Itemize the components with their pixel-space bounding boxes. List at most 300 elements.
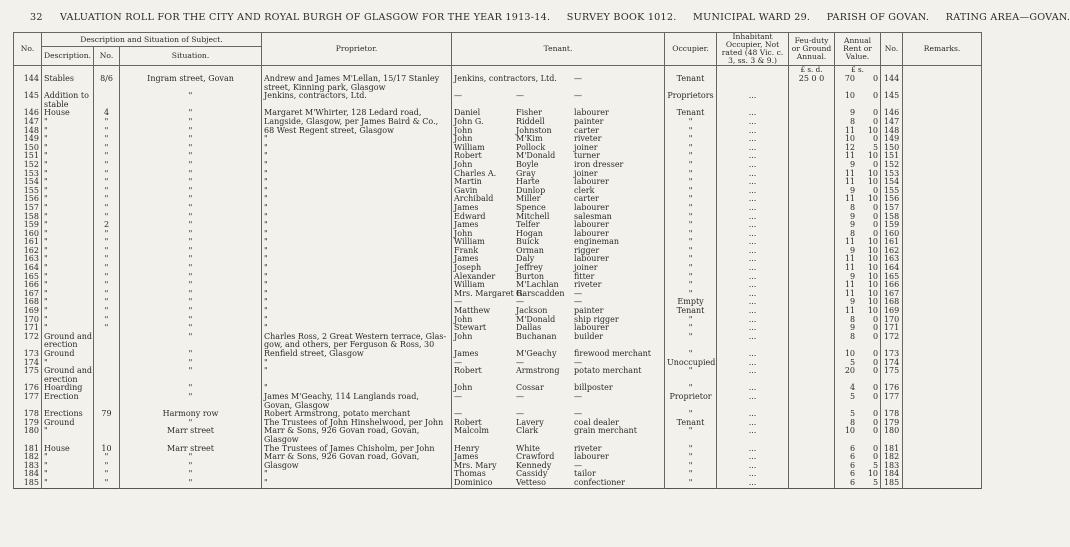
entry-no-right: 177 <box>881 393 903 402</box>
entry-inhabitant: ... <box>717 324 789 333</box>
entry-no-right: 153 <box>881 170 903 179</box>
entry-inhabitant: ... <box>717 135 789 144</box>
entry-remarks <box>903 333 982 342</box>
tenant-occupation: painter <box>574 306 604 316</box>
entry-street-no: " <box>94 453 120 462</box>
entry-street-no: " <box>94 152 120 161</box>
table-row <box>14 195 982 204</box>
rent-parts <box>837 135 878 144</box>
table-row <box>14 247 982 256</box>
rent-shillings: 0 <box>872 74 879 83</box>
entry-proprietor: Marr & Sons, 926 Govan road, Govan, <box>262 453 452 462</box>
col-occupier: Occupier. <box>665 33 717 66</box>
entry-remarks <box>903 178 982 187</box>
entry-feu-duty <box>789 359 835 368</box>
tenant-occupation: — <box>574 391 583 401</box>
tenant-surname: Garscadden <box>516 288 565 298</box>
table-row <box>14 204 982 213</box>
entry-situation: " <box>120 170 262 179</box>
entry-feu-duty <box>789 462 835 471</box>
tenant-parts <box>454 410 662 419</box>
entry-street-no: " <box>94 238 120 247</box>
tenant-parts <box>454 324 662 333</box>
entry-inhabitant: ... <box>717 264 789 273</box>
entry-no-right: 160 <box>881 230 903 239</box>
tenant-first-name: Archibald <box>454 194 494 204</box>
entry-feu-duty <box>789 178 835 187</box>
entry-no-right: 162 <box>881 247 903 256</box>
entry-no: 183 <box>14 462 42 471</box>
entry-remarks <box>903 161 982 170</box>
tenant-occupation: — <box>574 460 583 470</box>
entry-description: " <box>42 298 94 307</box>
rent-shillings: 10 <box>867 263 879 273</box>
entry-tenant <box>452 427 665 436</box>
rent-shillings: 10 <box>867 271 879 281</box>
tenant-surname <box>516 75 574 84</box>
table-row <box>14 118 982 127</box>
tenant-surname: Mitchell <box>516 211 550 221</box>
tenant-surname: Harte <box>516 177 540 187</box>
entry-feu-duty <box>789 427 835 436</box>
entry-no-right: 150 <box>881 144 903 153</box>
entry-no: 161 <box>14 238 42 247</box>
tenant-parts <box>454 75 662 84</box>
entry-remarks <box>903 462 982 471</box>
entry-tenant <box>452 247 665 256</box>
entry-tenant <box>452 324 665 333</box>
entry-tenant <box>452 195 665 204</box>
tenant-first-name: Martin <box>454 177 482 187</box>
entry-street-no <box>94 376 120 385</box>
tenant-parts <box>454 144 662 153</box>
tenant-parts <box>454 118 662 127</box>
entry-no-right: 180 <box>881 427 903 436</box>
entry-remarks <box>903 316 982 325</box>
entry-remarks <box>903 350 982 359</box>
entry-description: erection <box>42 341 94 350</box>
table-row <box>14 298 982 307</box>
tenant-surname: — <box>516 297 525 307</box>
entry-situation: " <box>120 135 262 144</box>
rent-shillings: 0 <box>872 314 879 324</box>
tenant-surname: Fisher <box>516 108 542 118</box>
rent-parts <box>837 445 878 454</box>
entry-inhabitant: ... <box>717 255 789 264</box>
table-row <box>14 410 982 419</box>
entry-description: " <box>42 230 94 239</box>
entry-description: House <box>42 109 94 118</box>
entry-street-no: 10 <box>94 445 120 454</box>
tenant-surname: Pollock <box>516 142 546 152</box>
entry-no-right: 168 <box>881 298 903 307</box>
tenant-surname: Buick <box>516 237 539 247</box>
entry-occupier: " <box>665 127 717 136</box>
rent-pounds: 11 <box>844 254 856 264</box>
rent-pounds: 11 <box>844 194 856 204</box>
col-tenant: Tenant. <box>452 33 665 66</box>
entry-description: " <box>42 170 94 179</box>
rent-parts <box>837 204 878 213</box>
entry-description: Erection <box>42 393 94 402</box>
table-row <box>14 324 982 333</box>
valuation-table <box>13 32 982 489</box>
rent-pounds: 10 <box>844 426 856 436</box>
entry-proprietor: " <box>262 255 452 264</box>
entry-no: 151 <box>14 152 42 161</box>
table-row <box>14 341 982 350</box>
tenant-surname: Clark <box>516 426 539 436</box>
entry-occupier: " <box>665 384 717 393</box>
rent-pounds: 9 <box>849 220 856 230</box>
entry-no: 178 <box>14 410 42 419</box>
entry-situation: " <box>120 238 262 247</box>
entry-description: " <box>42 462 94 471</box>
entry-no-right: 176 <box>881 384 903 393</box>
entry-no-right: 163 <box>881 255 903 264</box>
entry-occupier: Tenant <box>665 307 717 316</box>
entry-tenant <box>452 290 665 299</box>
entry-feu-duty <box>789 195 835 204</box>
entry-inhabitant: ... <box>717 161 789 170</box>
entry-description: House <box>42 445 94 454</box>
entry-occupier: " <box>665 427 717 436</box>
entry-occupier: Tenant <box>665 109 717 118</box>
rent-shillings: 0 <box>872 116 879 126</box>
entry-description: " <box>42 144 94 153</box>
entry-description: " <box>42 161 94 170</box>
entry-no: 166 <box>14 281 42 290</box>
rent-pounds: 6 <box>849 469 856 479</box>
entry-feu-duty <box>789 281 835 290</box>
entry-situation: " <box>120 204 262 213</box>
entry-proprietor: " <box>262 479 452 488</box>
entry-description: " <box>42 316 94 325</box>
entry-no: 144 <box>14 75 42 84</box>
entry-proprietor: " <box>262 470 452 479</box>
entry-proprietor: street, Kinning park, Glasgow <box>262 84 452 93</box>
tenant-occupation: — <box>574 288 583 298</box>
tenant-first-name: James <box>454 254 479 264</box>
table-row <box>14 333 982 342</box>
entry-situation: " <box>120 384 262 393</box>
tenant-occupation: — <box>574 409 583 419</box>
entry-no: 149 <box>14 135 42 144</box>
tenant-parts <box>454 170 662 179</box>
entry-no-right: 181 <box>881 445 903 454</box>
entry-tenant <box>452 92 665 101</box>
tenant-surname: Cassidy <box>516 469 548 479</box>
rent-pounds: 4 <box>849 383 856 393</box>
entry-feu-duty <box>789 470 835 479</box>
tenant-parts <box>454 479 662 488</box>
entry-proprietor: " <box>262 324 452 333</box>
tenant-occupation: riveter <box>574 443 602 453</box>
table-row <box>14 161 982 170</box>
entry-description: erection <box>42 376 94 385</box>
tenant-first-name: Jenkins, contractors, Ltd. <box>454 74 557 83</box>
entry-tenant <box>452 479 665 488</box>
entry-inhabitant <box>717 75 789 84</box>
tenant-parts <box>454 109 662 118</box>
entry-situation: " <box>120 281 262 290</box>
table-row <box>14 470 982 479</box>
tenant-first-name: James <box>454 349 479 358</box>
parish: PARISH OF GOVAN. <box>826 12 930 23</box>
entry-tenant <box>452 436 665 445</box>
entry-description: " <box>42 238 94 247</box>
tenant-occupation: engineman <box>574 237 619 247</box>
entry-occupier: " <box>665 410 717 419</box>
rent-pounds: 8 <box>849 202 856 212</box>
tenant-occupation: carter <box>574 125 599 135</box>
tenant-occupation: turner <box>574 151 600 161</box>
tenant-parts <box>454 384 662 393</box>
entry-inhabitant: ... <box>717 479 789 488</box>
entry-occupier: " <box>665 178 717 187</box>
rent-parts <box>837 109 878 118</box>
rent-shillings: 0 <box>872 202 879 212</box>
entry-tenant <box>452 367 665 376</box>
tenant-parts <box>454 221 662 230</box>
tenant-parts <box>454 307 662 316</box>
entry-proprietor: " <box>262 230 452 239</box>
entry-proprietor: Renfield street, Glasgow <box>262 350 452 359</box>
entry-situation: " <box>120 247 262 256</box>
roll-entries <box>14 66 982 489</box>
rent-pounds: 11 <box>844 288 856 298</box>
entry-no: 148 <box>14 127 42 136</box>
tenant-surname: Miller <box>516 194 541 204</box>
tenant-surname: Daly <box>516 254 535 264</box>
entry-street-no: " <box>94 178 120 187</box>
entry-street-no: " <box>94 135 120 144</box>
table-row <box>14 419 982 428</box>
entry-feu-duty: 25 0 0 <box>789 75 835 84</box>
table-row <box>14 273 982 282</box>
tenant-parts <box>454 333 662 342</box>
tenant-surname: Telfer <box>516 220 540 230</box>
rent-parts <box>837 384 878 393</box>
entry-tenant <box>452 393 665 402</box>
rating-area: RATING AREA—GOVAN. <box>945 12 1070 23</box>
tenant-parts <box>454 238 662 247</box>
tenant-occupation: ship rigger <box>574 314 619 324</box>
entry-annual-rent <box>835 427 881 436</box>
table-row <box>14 453 982 462</box>
entry-remarks <box>903 109 982 118</box>
rent-shillings: 0 <box>872 443 879 453</box>
entry-feu-duty <box>789 307 835 316</box>
entry-remarks <box>903 238 982 247</box>
entry-tenant <box>452 384 665 393</box>
tenant-first-name: John <box>454 159 473 169</box>
entry-feu-duty <box>789 367 835 376</box>
entry-no: 160 <box>14 230 42 239</box>
entry-feu-duty <box>789 393 835 402</box>
entry-description: " <box>42 264 94 273</box>
table-row <box>14 427 982 436</box>
tenant-surname: Orman <box>516 245 544 255</box>
entry-no-right: 174 <box>881 359 903 368</box>
entry-inhabitant: ... <box>717 187 789 196</box>
tenant-parts <box>454 92 662 101</box>
entry-no: 157 <box>14 204 42 213</box>
entry-occupier: " <box>665 238 717 247</box>
rent-parts <box>837 221 878 230</box>
rent-pounds: 5 <box>849 409 856 419</box>
entry-remarks <box>903 255 982 264</box>
entry-proprietor: " <box>262 247 452 256</box>
entry-occupier: " <box>665 290 717 299</box>
tenant-surname: Cossar <box>516 383 544 393</box>
tenant-surname: Dunlop <box>516 185 546 195</box>
entry-occupier: " <box>665 324 717 333</box>
entry-description: Addition to <box>42 92 94 101</box>
rent-shillings: 0 <box>872 185 879 195</box>
tenant-surname: M'Lachlan <box>516 280 559 290</box>
tenant-first-name: — <box>454 409 463 419</box>
entry-proprietor: Glasgow <box>262 462 452 471</box>
entry-tenant <box>452 307 665 316</box>
rent-parts <box>837 367 878 376</box>
entry-remarks <box>903 92 982 101</box>
tenant-first-name: James <box>454 452 479 462</box>
entry-occupier: " <box>665 247 717 256</box>
col-no: No. <box>14 33 42 66</box>
entry-no: 176 <box>14 384 42 393</box>
entry-description: " <box>42 470 94 479</box>
tenant-first-name: — <box>454 357 463 367</box>
entry-proprietor: The Trustees of James Chisholm, per John <box>262 445 452 454</box>
entry-remarks <box>903 101 982 110</box>
tenant-first-name: Matthew <box>454 306 491 316</box>
entry-no-right: 184 <box>881 470 903 479</box>
table-row <box>14 127 982 136</box>
entry-situation: " <box>120 127 262 136</box>
entry-description: Stables <box>42 75 94 84</box>
entry-no-right: 148 <box>881 127 903 136</box>
rent-shillings: 0 <box>872 159 879 169</box>
entry-proprietor: Langside, Glasgow, per James Baird & Co., <box>262 118 452 127</box>
entry-tenant <box>452 445 665 454</box>
entry-no-right: 173 <box>881 350 903 359</box>
entry-tenant <box>452 213 665 222</box>
entry-street-no <box>94 419 120 428</box>
tenant-parts <box>454 255 662 264</box>
col-no-right: No. <box>881 33 903 66</box>
entry-situation: " <box>120 307 262 316</box>
table-row <box>14 316 982 325</box>
tenant-occupation: painter <box>574 116 604 126</box>
entry-description: " <box>42 178 94 187</box>
entry-tenant <box>452 238 665 247</box>
entry-situation: " <box>120 350 262 359</box>
tenant-occupation: — <box>574 74 583 83</box>
rent-parts <box>837 178 878 187</box>
table-row <box>14 144 982 153</box>
entry-street-no <box>94 393 120 402</box>
entry-description: " <box>42 281 94 290</box>
entry-situation: Harmony row <box>120 410 262 419</box>
entry-proprietor: Marr & Sons, 926 Govan road, Govan, <box>262 427 452 436</box>
entry-feu-duty <box>789 324 835 333</box>
rent-pounds: 9 <box>849 271 856 281</box>
entry-feu-duty <box>789 230 835 239</box>
entry-remarks <box>903 144 982 153</box>
entry-description: Ground and <box>42 333 94 342</box>
tenant-surname: — <box>516 391 525 401</box>
entry-proprietor: " <box>262 307 452 316</box>
rent-shillings: 0 <box>872 108 879 118</box>
entry-feu-duty <box>789 333 835 342</box>
rent-pounds: 8 <box>849 314 856 324</box>
entry-feu-duty <box>789 410 835 419</box>
rent-pounds: 11 <box>844 125 856 135</box>
rent-shillings: 10 <box>867 306 879 316</box>
tenant-first-name: Mrs. Mary <box>454 460 497 470</box>
rent-parts <box>837 350 878 359</box>
rent-shillings: 5 <box>872 477 879 487</box>
tenant-occupation: joiner <box>574 168 598 178</box>
rent-parts <box>837 470 878 479</box>
entry-occupier: Empty <box>665 298 717 307</box>
entry-street-no <box>94 333 120 342</box>
entry-no-right: 155 <box>881 187 903 196</box>
rent-pounds: 11 <box>844 177 856 187</box>
entry-inhabitant: ... <box>717 445 789 454</box>
entry-feu-duty <box>789 316 835 325</box>
entry-proprietor: Margaret M'Whirter, 128 Ledard road, <box>262 109 452 118</box>
table-row <box>14 230 982 239</box>
entry-no: 181 <box>14 445 42 454</box>
tenant-parts <box>454 247 662 256</box>
entry-inhabitant: ... <box>717 367 789 376</box>
entry-situation: " <box>120 367 262 376</box>
rent-shillings: 0 <box>872 391 879 401</box>
entry-no: 163 <box>14 255 42 264</box>
tenant-occupation: labourer <box>574 220 609 230</box>
entry-remarks <box>903 479 982 488</box>
rent-shillings: 10 <box>867 245 879 255</box>
entry-street-no: " <box>94 204 120 213</box>
entry-feu-duty <box>789 384 835 393</box>
tenant-surname: Lavery <box>516 417 544 427</box>
entry-tenant <box>452 152 665 161</box>
rent-pounds: 8 <box>849 417 856 427</box>
entry-situation: " <box>120 118 262 127</box>
entry-situation: " <box>120 359 262 368</box>
table-row <box>14 92 982 101</box>
rent-parts <box>837 333 878 342</box>
entry-situation: " <box>120 187 262 196</box>
table-row <box>14 255 982 264</box>
entry-feu-duty <box>789 453 835 462</box>
entry-feu-duty <box>789 118 835 127</box>
entry-inhabitant: ... <box>717 359 789 368</box>
tenant-occupation: billposter <box>574 383 613 393</box>
col-situation: Situation. <box>120 47 262 66</box>
table-row <box>14 376 982 385</box>
tenant-occupation: tailor <box>574 469 596 479</box>
entry-no-right: 158 <box>881 213 903 222</box>
entry-tenant <box>452 221 665 230</box>
entry-no: 152 <box>14 161 42 170</box>
tenant-occupation: iron dresser <box>574 159 624 169</box>
entry-street-no: " <box>94 170 120 179</box>
entry-occupier: " <box>665 213 717 222</box>
entry-remarks <box>903 264 982 273</box>
